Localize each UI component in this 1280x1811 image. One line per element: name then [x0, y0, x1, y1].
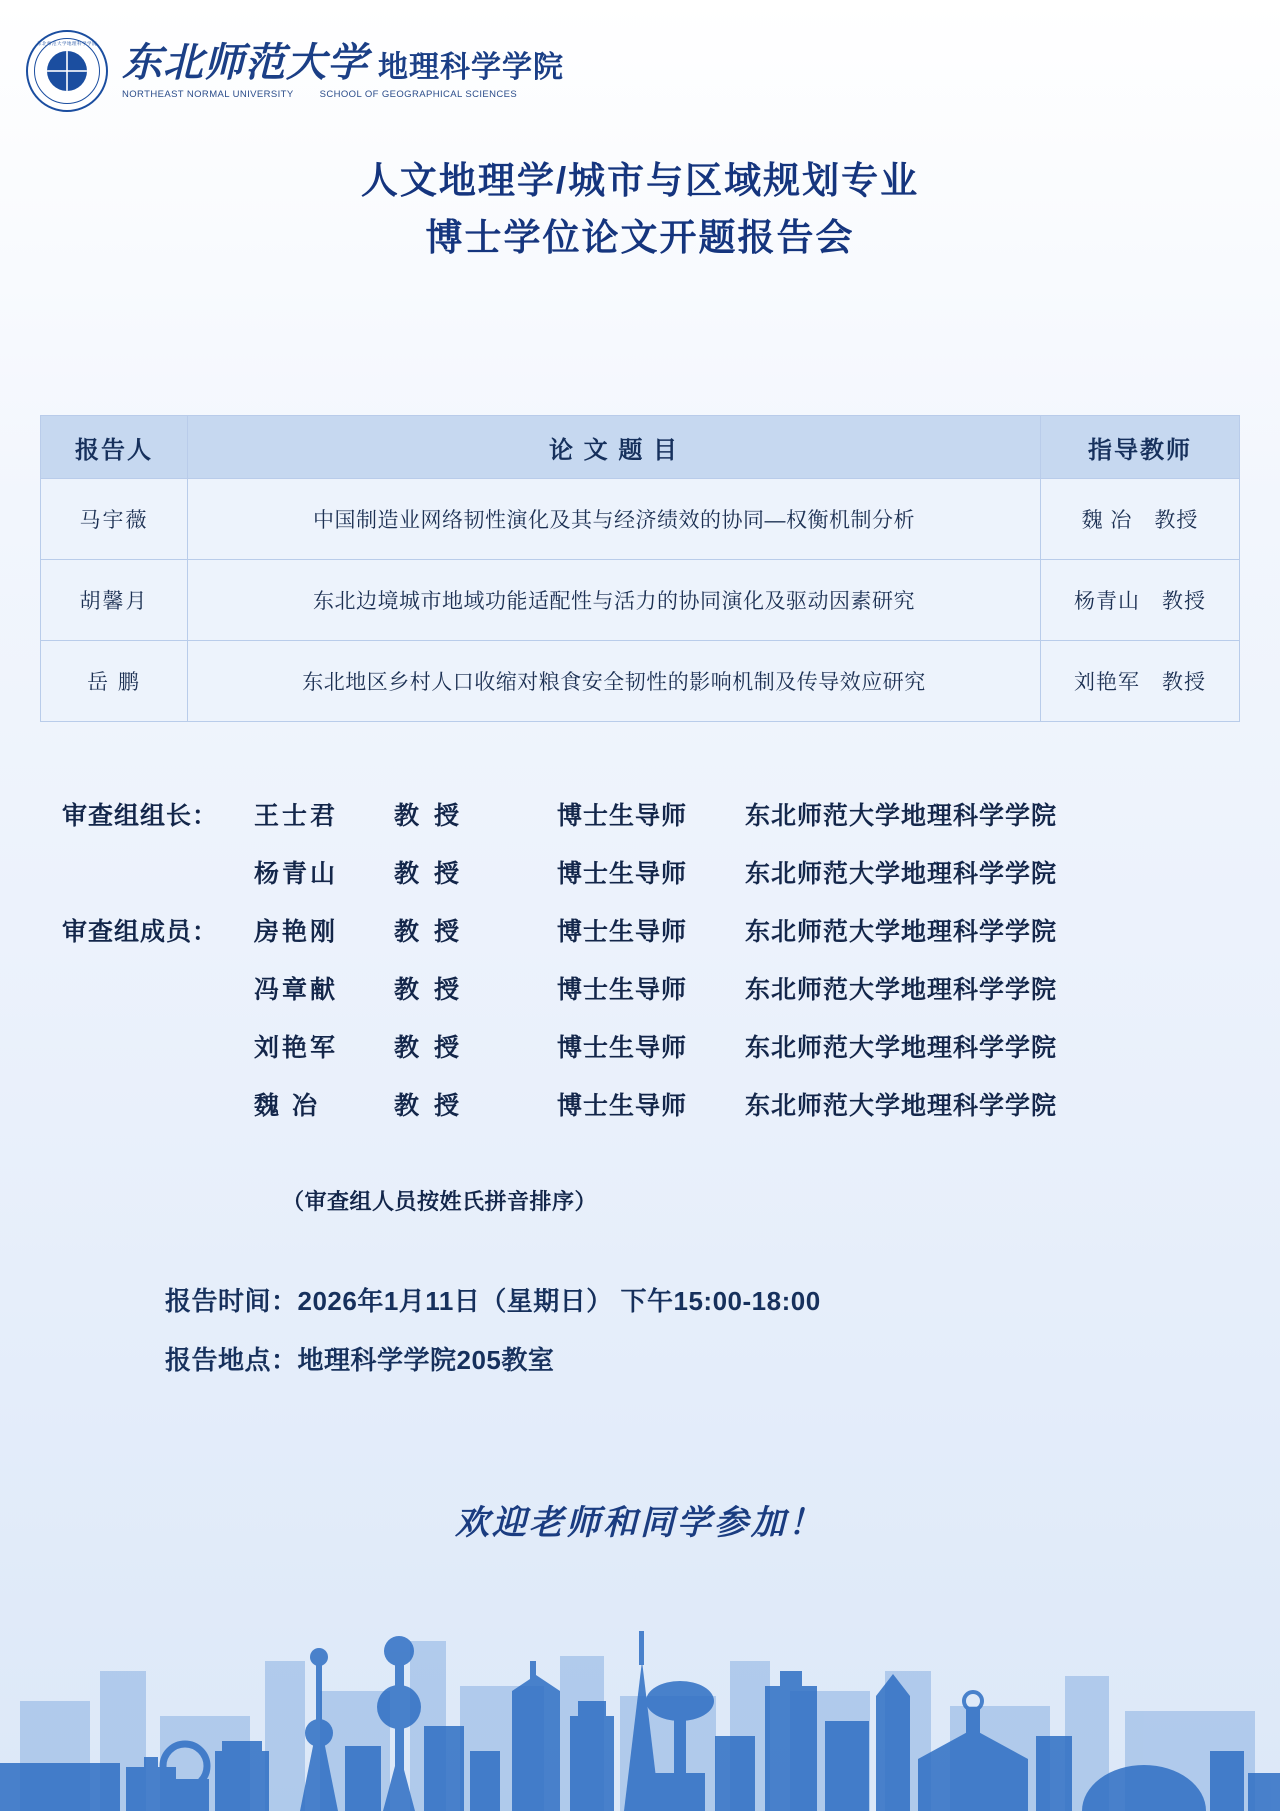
committee-member-org: 东北师范大学地理科学学院 — [745, 1092, 1058, 1120]
cell-paper: 东北边境城市地域功能适配性与活力的协同演化及驱动因素研究 — [188, 560, 1041, 641]
committee-role-label: 审查组组长： — [62, 802, 219, 830]
committee-member-rank: 教 授 — [394, 802, 463, 830]
cell-advisor: 杨青山 教授 — [1041, 560, 1240, 641]
committee-member-rank: 教 授 — [394, 1034, 463, 1062]
city-skyline-illustration — [0, 1511, 1280, 1811]
school-name-en: SCHOOL OF GEOGRAPHICAL SCIENCES — [319, 88, 518, 100]
committee-member-name: 杨青山 — [254, 860, 339, 888]
title-line-1: 人文地理学/城市与区域规划专业 — [360, 160, 920, 201]
committee-member-rank: 教 授 — [394, 918, 463, 946]
committee-member-name: 房艳刚 — [254, 918, 339, 946]
committee-row — [62, 959, 1182, 1017]
committee-row — [62, 843, 1182, 901]
school-name-cn: 地理科学学院 — [378, 50, 564, 84]
committee-member-role: 博士生导师 — [557, 1034, 688, 1062]
committee-list — [62, 785, 1182, 1133]
committee-member-role: 博士生导师 — [557, 860, 688, 888]
committee-member-rank: 教 授 — [394, 860, 463, 888]
cell-advisor: 魏 冶 教授 — [1041, 479, 1240, 560]
page-title — [0, 152, 1280, 267]
event-time: 报告时间：2026年1月11日（星期日） 下午15:00-18:00 — [165, 1286, 821, 1316]
table-row — [41, 560, 1240, 641]
table-header-row — [41, 416, 1240, 479]
cell-person: 马宇薇 — [41, 479, 188, 560]
paper-table — [40, 415, 1240, 722]
committee-member-name: 刘艳军 — [254, 1034, 339, 1062]
university-name-en: NORTHEAST NORMAL UNIVERSITY — [122, 88, 294, 100]
title-line-2: 博士学位论文开题报告会 — [425, 217, 855, 259]
welcome-text: 欢迎老师和同学参加！ — [455, 1503, 825, 1543]
committee-member-org: 东北师范大学地理科学学院 — [745, 860, 1058, 888]
committee-role-label: 审查组成员： — [62, 918, 219, 946]
committee-row — [62, 1075, 1182, 1133]
committee-member-org: 东北师范大学地理科学学院 — [745, 1034, 1058, 1062]
cell-person: 胡馨月 — [41, 560, 188, 641]
committee-member-role: 博士生导师 — [557, 976, 688, 1004]
event-place: 报告地点：地理科学学院205教室 — [165, 1345, 555, 1375]
committee-member-name: 王士君 — [254, 802, 339, 830]
committee-member-org: 东北师范大学地理科学学院 — [745, 976, 1058, 1004]
table-header-paper: 论 文 题 目 — [188, 416, 1041, 479]
university-seal-icon — [26, 30, 108, 112]
university-name-cn: 东北师范大学 — [122, 38, 368, 86]
table-row — [41, 479, 1240, 560]
cell-advisor: 刘艳军 教授 — [1041, 641, 1240, 722]
cell-paper: 东北地区乡村人口收缩对粮食安全韧性的影响机制及传导效应研究 — [188, 641, 1041, 722]
seal-ring-text: 东北师范大学地理科学学院 — [37, 41, 97, 46]
committee-note: （审查组人员按姓氏拼音排序） — [282, 1189, 598, 1214]
logo-wordmark — [122, 38, 564, 100]
university-logo — [26, 30, 564, 112]
table-row — [41, 641, 1240, 722]
committee-member-role: 博士生导师 — [557, 918, 688, 946]
committee-member-rank: 教 授 — [394, 1092, 463, 1120]
table-header-advisor: 指导教师 — [1041, 416, 1240, 479]
cell-person: 岳 鹏 — [41, 641, 188, 722]
committee-member-role: 博士生导师 — [557, 1092, 688, 1120]
committee-member-name: 冯章献 — [254, 976, 339, 1004]
committee-row — [62, 1017, 1182, 1075]
committee-member-org: 东北师范大学地理科学学院 — [745, 918, 1058, 946]
table-header-person: 报告人 — [41, 416, 188, 479]
committee-member-org: 东北师范大学地理科学学院 — [745, 802, 1058, 830]
event-meta — [165, 1288, 821, 1406]
committee-row — [62, 785, 1182, 843]
cell-paper: 中国制造业网络韧性演化及其与经济绩效的协同—权衡机制分析 — [188, 479, 1041, 560]
committee-member-name: 魏 冶 — [254, 1092, 320, 1120]
committee-row — [62, 901, 1182, 959]
committee-member-role: 博士生导师 — [557, 802, 688, 830]
committee-member-rank: 教 授 — [394, 976, 463, 1004]
